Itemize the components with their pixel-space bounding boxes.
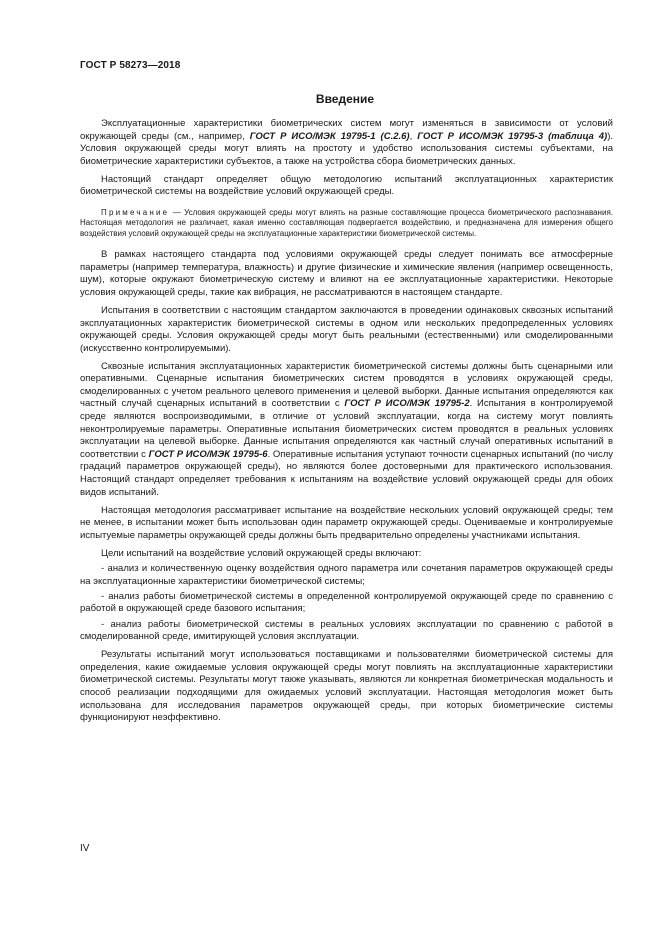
goal-item: - анализ работы биометрической системы в реальных условиях эксплуатации по сравнению с работой в смоделированной среде, имитирующей условия эксплуатации. — [80, 618, 613, 643]
note-label: Примечание — [101, 207, 170, 217]
ref-iso-19795-6: ГОСТ Р ИСО/МЭК 19795-6 — [148, 448, 268, 460]
note-block — [80, 208, 613, 239]
paragraph-3: В рамках настоящего стандарта под условиями окружающей среды следует понимать все атмосферные параметры (например температура, влажность) и другие физические и химические явления (например освещенность, шум), которые окружают биометрическую систему и влияют на ее эксплуатационные характеристики. Некоторые условия окружающей среды, такие как вибрация, не рассматриваются в настоящем стандарте. — [80, 249, 613, 298]
p5-text-b: . Испытания в контролируемой среде являются воспроизводимыми, в отличие от условий эксплуатации, когда на систему могут повлиять неконтролируемые параметры. Оперативные испытания биометрических систем проводятся в реальных условиях эксплуатации на целевой выборке. Данные испытания определяются как частный случай оперативных испытаний в соответствии с — [80, 398, 613, 460]
goal-item: - анализ работы биометрической системы в определенной контролируемой окружающей среде по сравнению с работой в окружающей среде базового испытания; — [80, 590, 613, 615]
paragraph-7: Результаты испытаний могут использоваться поставщиками и пользователями биометрической системы для определения, какие ожидаемые условия окружающей среды могут повлиять на эксплуатационные характеристики биометрической системы. Результаты могут также указывать, являются ли конкретная биометрическая модальность и способ реализации подходящими для ожидаемых условий эксплуатации. Настоящая методология может быть использована для исследования параметров окружающей среды, при которых биометрические системы функционируют неэффективно. — [80, 649, 613, 724]
paragraph-6: Настоящая методология рассматривает испытание на воздействие нескольких условий окружающей среды; тем не менее, в испытании может быть использован один параметр окружающей среды. Оцениваемые и контролируемые испытуемые параметры окружающей среды должны быть предварительно определены участниками испытания. — [80, 504, 613, 541]
p1-text-c: ). Условия окружающей среды могут влиять на простоту и удобство использования системы субъектами, на биометрические характеристики субъектов, а также на устройства сбора биометрических данных. — [80, 130, 613, 167]
paragraph-5 — [80, 361, 613, 500]
goal-item: - анализ и количественную оценку воздействия одного параметра или сочетания параметров окружающей среды на эксплуатационные характеристики биометрической системы; — [80, 562, 613, 587]
p5-text-a: Сквозные испытания эксплуатационных характеристик биометрической системы должны быть сценарными или оперативными. Сценарные испытания биометрических систем проводятся в условиях окружающей среды, смоделированных с учетом реального целевого применения и целевой выборки. Данные испытания определяются как частный случай сценарных испытаний в соответствии с — [80, 360, 613, 410]
paragraph-4: Испытания в соответствии с настоящим стандартом заключаются в проведении одинаковых сквозных испытаний эксплуатационных характеристик биометрической системы в одном или нескольких предопределенных условиях окружающей среды. Условия окружающей среды могут быть реальными (естественными) или смоделированными (искусственно контролируемыми). — [80, 304, 613, 354]
goals-intro: Цели испытаний на воздействие условий окружающей среды включают: — [101, 547, 422, 559]
p1-text-b: , — [409, 130, 418, 142]
document-body — [80, 118, 613, 730]
page-number: IV — [80, 843, 90, 854]
ref-iso-19795-1: ГОСТ Р ИСО/МЭК 19795-1 (С.2.6) — [249, 130, 410, 142]
section-title: Введение — [315, 92, 375, 106]
ref-iso-19795-2: ГОСТ Р ИСО/МЭК 19795-2 — [344, 398, 470, 410]
ref-iso-19795-3: ГОСТ Р ИСО/МЭК 19795-3 (таблица 4) — [417, 130, 608, 142]
document-header-id: ГОСТ Р 58273—2018 — [80, 60, 181, 71]
note-text: — Условия окружающей среды могут влиять на разные составляющие процесса биометрического распознавания. Настоящая методология не различает, какая именно составляющая подвергается воздействию, и предназначена для измерения общего воздействия условий окружающей среды на эксплуатационные характеристики биометрической системы. — [80, 207, 613, 238]
p1-text-a: Эксплуатационные характеристики биометрических систем могут изменяться в зависимости от условий окружающей среды (см., например, — [80, 118, 613, 142]
paragraph-1 — [80, 118, 613, 168]
paragraph-2: Настоящий стандарт определяет общую методологию испытаний эксплуатационных характеристик биометрической системы на воздействие условий окружающей среды. — [80, 173, 613, 198]
p5-text-c: . Оперативные испытания уступают точности сценарных испытаний (по числу градаций параметров окружающей среды), но являются более достоверными для практического использования. Настоящий стандарт определяет требования к испытаниям на воздействие условий окружающей среды для обоих видов испытаний. — [80, 448, 614, 498]
